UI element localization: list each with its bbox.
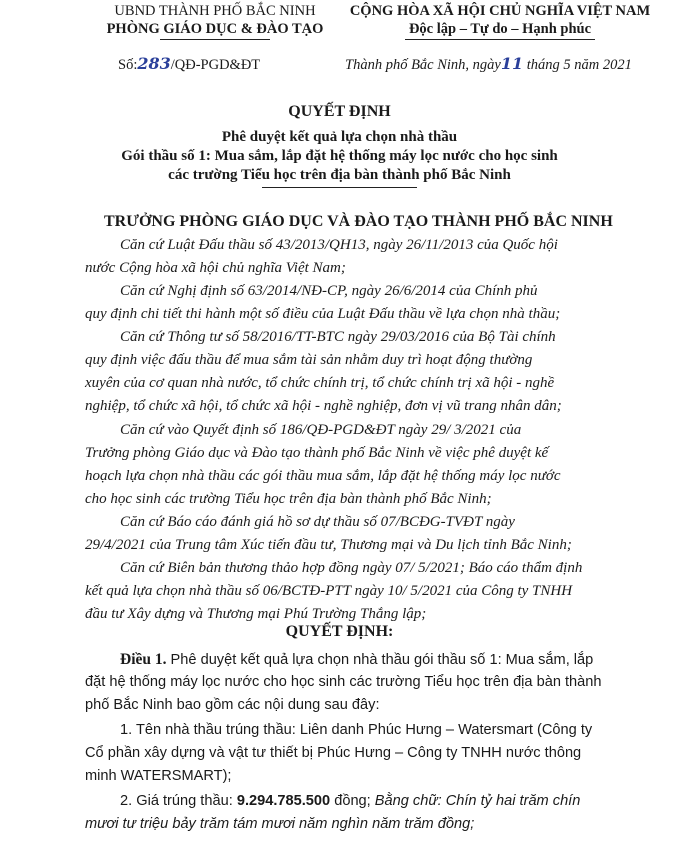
basis-6-line-2: kết quả lựa chọn nhà thầu số 06/BCTĐ-PTT ngày 10/ 5/2021 của Công ty TNHH xyxy=(85,583,573,599)
basis-4-line-1: Căn cứ vào Quyết định số 186/QĐ-PGD&ĐT ngày 29/ 3/2021 của xyxy=(120,422,522,438)
basis-4-line-2: Trưởng phòng Giáo dục và Đào tạo thành phố Bắc Ninh về việc phê duyệt kế xyxy=(85,445,549,461)
issuing-authority: TRƯỞNG PHÒNG GIÁO DỤC VÀ ĐÀO TẠO THÀNH PHỐ BẮC NINH xyxy=(104,213,613,230)
agency-line-1: UBND THÀNH PHỐ BẮC NINH xyxy=(114,3,316,19)
article-1-label: Điều 1. xyxy=(120,651,167,668)
title-subtitle xyxy=(0,128,679,188)
place-date-suffix: tháng 5 năm 2021 xyxy=(526,57,632,73)
place-date-prefix: Thành phố Bắc Ninh, ngày xyxy=(345,57,501,73)
number-prefix: Số: xyxy=(118,57,138,73)
state-underline xyxy=(405,39,595,40)
article-1-text: Phê duyệt kết quả lựa chọn nhà thầu gói thầu số 1: Mua sắm, lắp xyxy=(166,652,594,668)
item-2-line-1 xyxy=(120,791,679,812)
amount-words-2: mươi tư triệu bảy trăm tám mươi năm nghìn năm trăm đồng; xyxy=(85,816,475,832)
title-underline xyxy=(262,187,417,188)
item-1-line-2: Cổ phần xây dựng và vật tư thiết bị Phúc Hưng – Công ty TNHH nước thông xyxy=(85,745,582,761)
amount-words-label: Bằng chữ: xyxy=(374,793,442,809)
article-1-line-2: đặt hệ thống máy lọc nước cho học sinh các trường Tiểu học trên địa bàn thành xyxy=(85,674,602,690)
number-handwritten: 283 xyxy=(137,54,171,73)
subtitle-line-3: các trường Tiểu học trên địa bàn thành phố Bắc Ninh xyxy=(168,167,511,183)
document-title: QUYẾT ĐỊNH xyxy=(288,103,391,120)
agency-line-2: PHÒNG GIÁO DỤC & ĐÀO TẠO xyxy=(106,21,324,37)
subtitle-line-1: Phê duyệt kết quả lựa chọn nhà thầu xyxy=(221,129,458,145)
basis-1-line-1: Căn cứ Luật Đấu thầu số 43/2013/QH13, ngày 26/11/2013 của Quốc hội xyxy=(120,237,558,253)
basis-3-line-2: quy định việc đấu thầu để mua sắm tài sản nhằm duy trì hoạt động thường xyxy=(85,352,533,368)
place-date xyxy=(345,54,632,74)
state-block xyxy=(330,2,670,40)
document-number xyxy=(118,54,260,74)
state-line-1: CỘNG HÒA XÃ HỘI CHỦ NGHĨA VIỆT NAM xyxy=(349,3,651,19)
basis-3-line-1: Căn cứ Thông tư số 58/2016/TT-BTC ngày 29/03/2016 của Bộ Tài chính xyxy=(120,329,556,345)
amount-words-1: Chín tỷ hai trăm chín xyxy=(441,793,581,809)
basis-2-line-2: quy định chi tiết thi hành một số điều của Luật Đấu thầu về lựa chọn nhà thầu; xyxy=(85,306,561,322)
basis-4-line-4: cho học sinh các trường Tiểu học trên địa bàn thành phố Bắc Ninh; xyxy=(85,491,492,507)
article-1-line-1 xyxy=(120,649,679,671)
basis-5-line-2: 29/4/2021 của Trung tâm Xúc tiến đầu tư, Thương mại và Du lịch tỉnh Bắc Ninh; xyxy=(85,537,572,553)
basis-1-line-2: nước Cộng hòa xã hội chủ nghĩa Việt Nam; xyxy=(85,260,346,276)
basis-5-line-1: Căn cứ Báo cáo đánh giá hồ sơ dự thầu số 07/BCĐG-TVĐT ngày xyxy=(120,514,515,530)
basis-4-line-3: hoạch lựa chọn nhà thầu các gói thầu mua sắm, lắp đặt hệ thống máy lọc nước xyxy=(85,468,561,484)
basis-3-line-4: nghiệp, tổ chức xã hội, tổ chức xã hội - nghề nghiệp, đơn vị vũ trang nhân dân; xyxy=(85,398,562,414)
contract-amount: 9.294.785.500 xyxy=(236,793,331,809)
agency-underline xyxy=(160,39,270,40)
basis-2-line-1: Căn cứ Nghị định số 63/2014/NĐ-CP, ngày 26/6/2014 của Chính phủ xyxy=(120,283,538,299)
agency-block xyxy=(70,2,360,40)
item-1-line-3: minh WATERSMART); xyxy=(85,768,232,784)
decision-heading: QUYẾT ĐỊNH: xyxy=(285,623,394,640)
item-1-line-1: 1. Tên nhà thầu trúng thầu: Liên danh Phúc Hưng – Watersmart (Công ty xyxy=(120,722,593,738)
item-2-prefix: 2. Giá trúng thầu: xyxy=(120,793,237,809)
basis-6-line-1: Căn cứ Biên bản thương thảo hợp đồng ngày 07/ 5/2021; Báo cáo thẩm định xyxy=(120,560,583,576)
basis-3-line-3: xuyên của cơ quan nhà nước, tổ chức chính trị, tổ chức chính trị xã hội - nghề xyxy=(85,375,555,391)
number-suffix: /QĐ-PGD&ĐT xyxy=(170,57,261,73)
state-line-2: Độc lập – Tự do – Hạnh phúc xyxy=(408,21,592,37)
item-2-unit: đồng; xyxy=(330,793,375,809)
article-1-line-3: phố Bắc Ninh bao gồm các nội dung sau đây: xyxy=(85,697,380,713)
basis-6-line-3: đầu tư Xây dựng và Thương mại Phú Trường Thắng lập; xyxy=(85,606,427,622)
subtitle-line-2: Gói thầu số 1: Mua sắm, lắp đặt hệ thống máy lọc nước cho học sinh xyxy=(121,148,558,164)
day-handwritten: 11 xyxy=(500,54,524,73)
